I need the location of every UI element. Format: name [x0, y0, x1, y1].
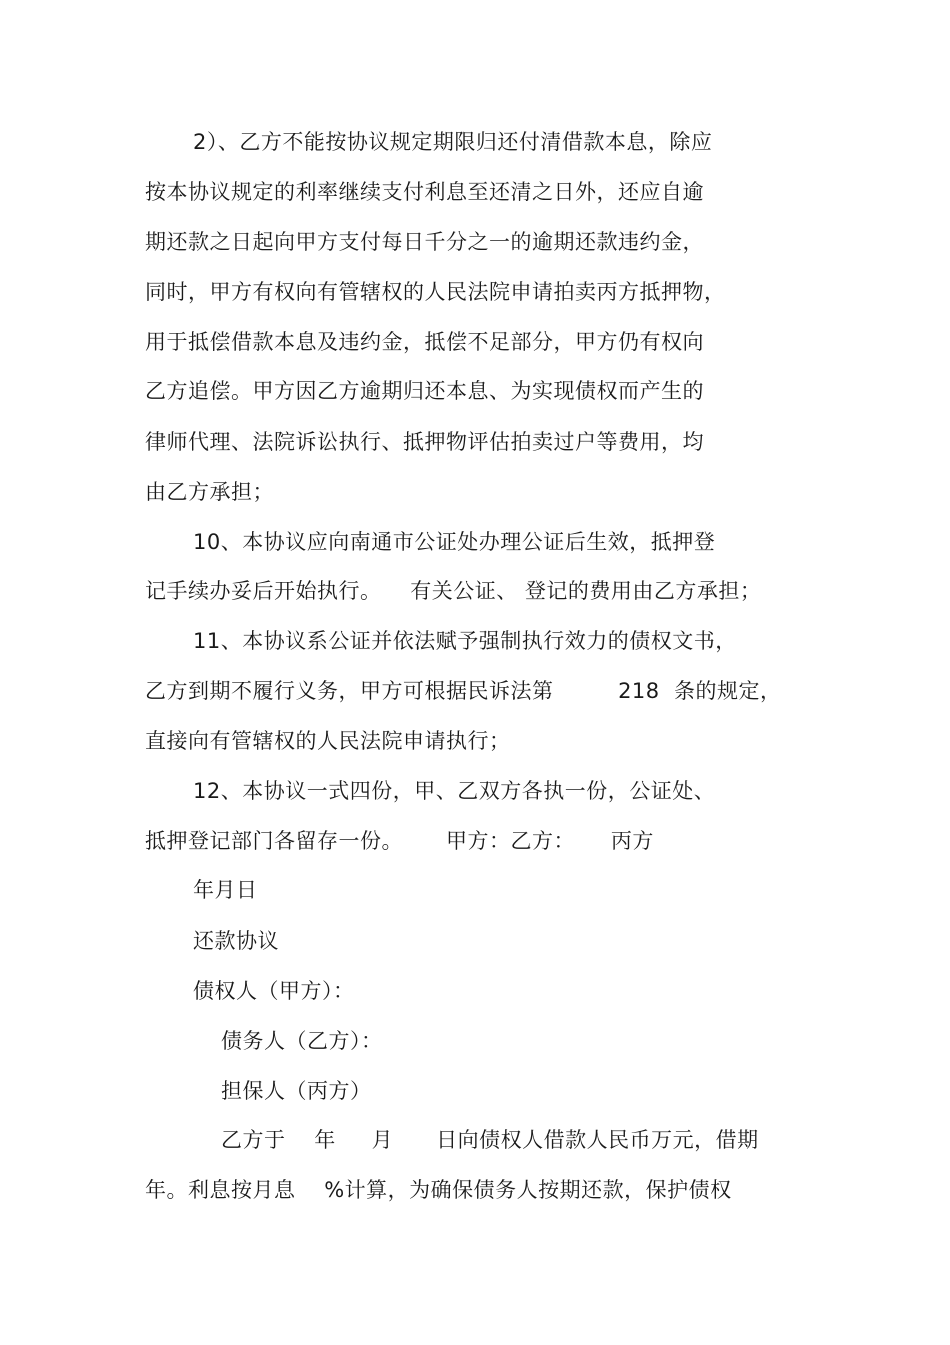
paragraph-line: 用于抵偿借款本息及违约金，抵偿不足部分，甲方仍有权向: [145, 330, 704, 354]
paragraph-line: 同时，甲方有权向有管辖权的人民法院申请拍卖丙方抵押物，: [145, 280, 726, 304]
paragraph-line: 由乙方承担；: [145, 480, 274, 504]
creditor-line: 债权人（甲方）：: [193, 979, 355, 1003]
debtor-line: 债务人（乙方）：: [221, 1029, 383, 1053]
paragraph-line: 2）、乙方不能按协议规定期限归还付清借款本息，除应: [193, 130, 713, 154]
paragraph-line: 律师代理、法院诉讼执行、抵押物评估拍卖过户等费用，均: [145, 430, 704, 454]
clause-10-line: 10、本协议应向南通市公证处办理公证后生效，抵押登: [193, 530, 716, 554]
paragraph-line: 年。利息按月息 %计算，为确保债务人按期还款，保护债权: [145, 1178, 732, 1202]
paragraph-line: 按本协议规定的利率继续支付利息至还清之日外，还应自逾: [145, 180, 704, 204]
clause-12-line: 12、本协议一式四份，甲、乙双方各执一份，公证处、: [193, 779, 716, 803]
paragraph-line: 记手续办妥后开始执行。 有关公证、 登记的费用由乙方承担；: [145, 579, 762, 603]
guarantor-line: 担保人（丙方）: [221, 1079, 372, 1103]
date-line: 年月日: [193, 878, 258, 902]
agreement-title: 还款协议: [193, 929, 279, 953]
paragraph-line: 乙方追偿。甲方因乙方逾期归还本息、为实现债权而产生的: [145, 379, 704, 403]
paragraph-line: 直接向有管辖权的人民法院申请执行；: [145, 729, 511, 753]
paragraph-line: 乙方到期不履行义务，甲方可根据民诉法第 218 条的规定，: [145, 679, 782, 703]
paragraph-line: 乙方于 年 月 日向债权人借款人民币万元，借期: [221, 1128, 759, 1152]
signature-parties-line: 抵押登记部门各留存一份。 甲方：乙方： 丙方: [145, 829, 654, 853]
clause-11-line: 11、本协议系公证并依法赋予强制执行效力的债权文书，: [193, 629, 737, 653]
paragraph-line: 期还款之日起向甲方支付每日千分之一的逾期还款违约金，: [145, 230, 704, 254]
